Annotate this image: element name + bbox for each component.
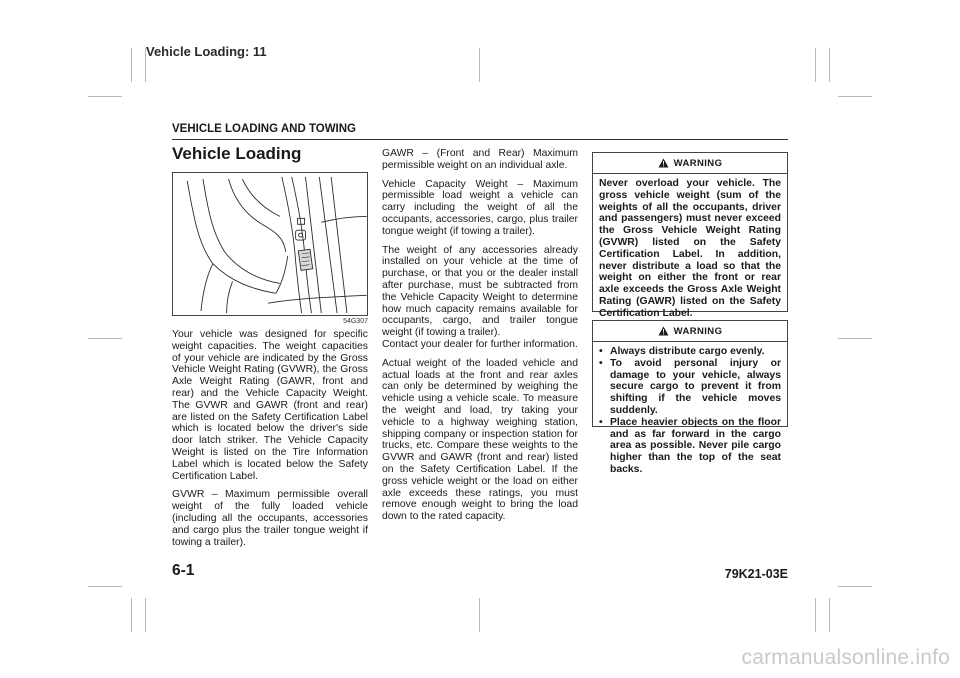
warning-header	[593, 321, 787, 342]
crop-mark	[838, 338, 872, 339]
warning-list-item: • Place heavier objects on the floor and as far forward in the cargo area as possible. Never pile cargo higher than the top of the seat backs.	[599, 417, 781, 476]
figure-code: 54G307	[343, 318, 368, 325]
header-rule	[172, 139, 788, 140]
paragraph-vehicle-capacity-weight: Vehicle Capacity Weight – Maximum permissible load weight a vehicle can carry including the weight of all the occupants, accessories, cargo, plus trailer tongue weight (if towing a trailer).	[382, 178, 578, 237]
warning-list-container	[593, 342, 787, 482]
paragraph-gawr: GAWR – (Front and Rear) Maximum permissible weight on an individual axle.	[382, 148, 578, 171]
paragraph-contact-dealer: Contact your dealer for further information.	[382, 338, 578, 350]
warning-title: WARNING	[673, 325, 723, 337]
warning-text: Never overload your vehicle. The gross vehicle weight (sum of the weights of all the occupants, driver and passengers) must never exceed the Gross Vehicle Weight Rating (GVWR) listed on the Safety Certification Label. In addition, never distribute a load so that the weight on either the front or rear axle exceeds the Gross Axle Weight Rating (GAWR) listed on the Safety Certification Label.	[599, 178, 781, 319]
paragraph-actual-weight: Actual weight of the loaded vehicle and actual loads at the front and rear axles can only be determined by weighing the vehicle using a vehicle scale. To measure the weight and load, try taking your vehicle to a highway weighing station, shipping company or inspection station for trucks, etc. Compare these weights to the GVWR and GAWR (front and rear) listed on the Safety Certification Label. If the gross vehicle weight or the load on either axle exceeds these ratings, you must remove enough weight to bring the load down to the rated capacity.	[382, 357, 578, 523]
crop-mark	[145, 598, 146, 632]
crop-mark	[479, 48, 480, 82]
vehicle-door-latch-label-illustration	[172, 172, 368, 316]
warning-header	[593, 153, 787, 174]
crop-mark	[88, 338, 122, 339]
paragraph-accessories: The weight of any accessories already installed on your vehicle at the time of purchase, or that you or the dealer install after purchase, must be subtracted from the Vehicle Capacity Weight to determine how much capacity remains available for occupants, cargo, and trailer tongue weight (if towing a trailer).	[382, 244, 578, 339]
body-column-left	[172, 329, 368, 555]
watermark: carmanualsonline.info	[741, 646, 950, 669]
paragraph-weight-capacities: Your vehicle was designed for specific weight capacities. The weight capacities of your vehicle are indicated by the Gross Vehicle Weight Rating (GVWR), the Gross Axle Weight Rating (GAWR, front and rear) and the Vehicle Capacity Weight. The GVWR and GAWR (front and rear) are listed on the Safety Certification Label which is located below the driver's side door latch striker. The Vehicle Capacity Weight is listed on the Tire Information Label which is located below the Safety Certification Label.	[172, 329, 368, 482]
crop-mark	[815, 48, 816, 82]
document-code: 79K21-03E	[724, 567, 788, 581]
warning-list-item: • Always distribute cargo evenly.	[599, 346, 781, 358]
crop-mark	[815, 598, 816, 632]
warning-triangle-icon	[658, 158, 669, 168]
warning-list	[599, 346, 781, 476]
warning-box-cargo	[592, 320, 788, 475]
crop-mark	[479, 598, 480, 632]
document-header: Vehicle Loading: 11	[146, 44, 267, 59]
page-title: Vehicle Loading	[172, 144, 302, 163]
warning-triangle-icon	[658, 326, 669, 336]
crop-mark	[131, 598, 132, 632]
body-column-middle	[382, 148, 578, 530]
warning-box-overload	[592, 152, 788, 319]
crop-mark	[88, 586, 122, 587]
crop-mark	[88, 96, 122, 97]
crop-mark	[829, 598, 830, 632]
warning-title: WARNING	[673, 157, 723, 169]
crop-mark	[829, 48, 830, 82]
paragraph-gvwr: GVWR – Maximum permissible overall weight of the fully loaded vehicle (including all the occupants, accessories and cargo plus the trailer tongue weight if towing a trailer).	[172, 489, 368, 548]
warning-list-item: • To avoid personal injury or damage to your vehicle, always secure cargo to prevent it from shifting if the vehicle moves suddenly.	[599, 358, 781, 417]
page-number: 6-1	[172, 562, 195, 579]
crop-mark	[838, 586, 872, 587]
section-heading: VEHICLE LOADING AND TOWING	[172, 123, 356, 135]
crop-mark	[131, 48, 132, 82]
crop-mark	[838, 96, 872, 97]
